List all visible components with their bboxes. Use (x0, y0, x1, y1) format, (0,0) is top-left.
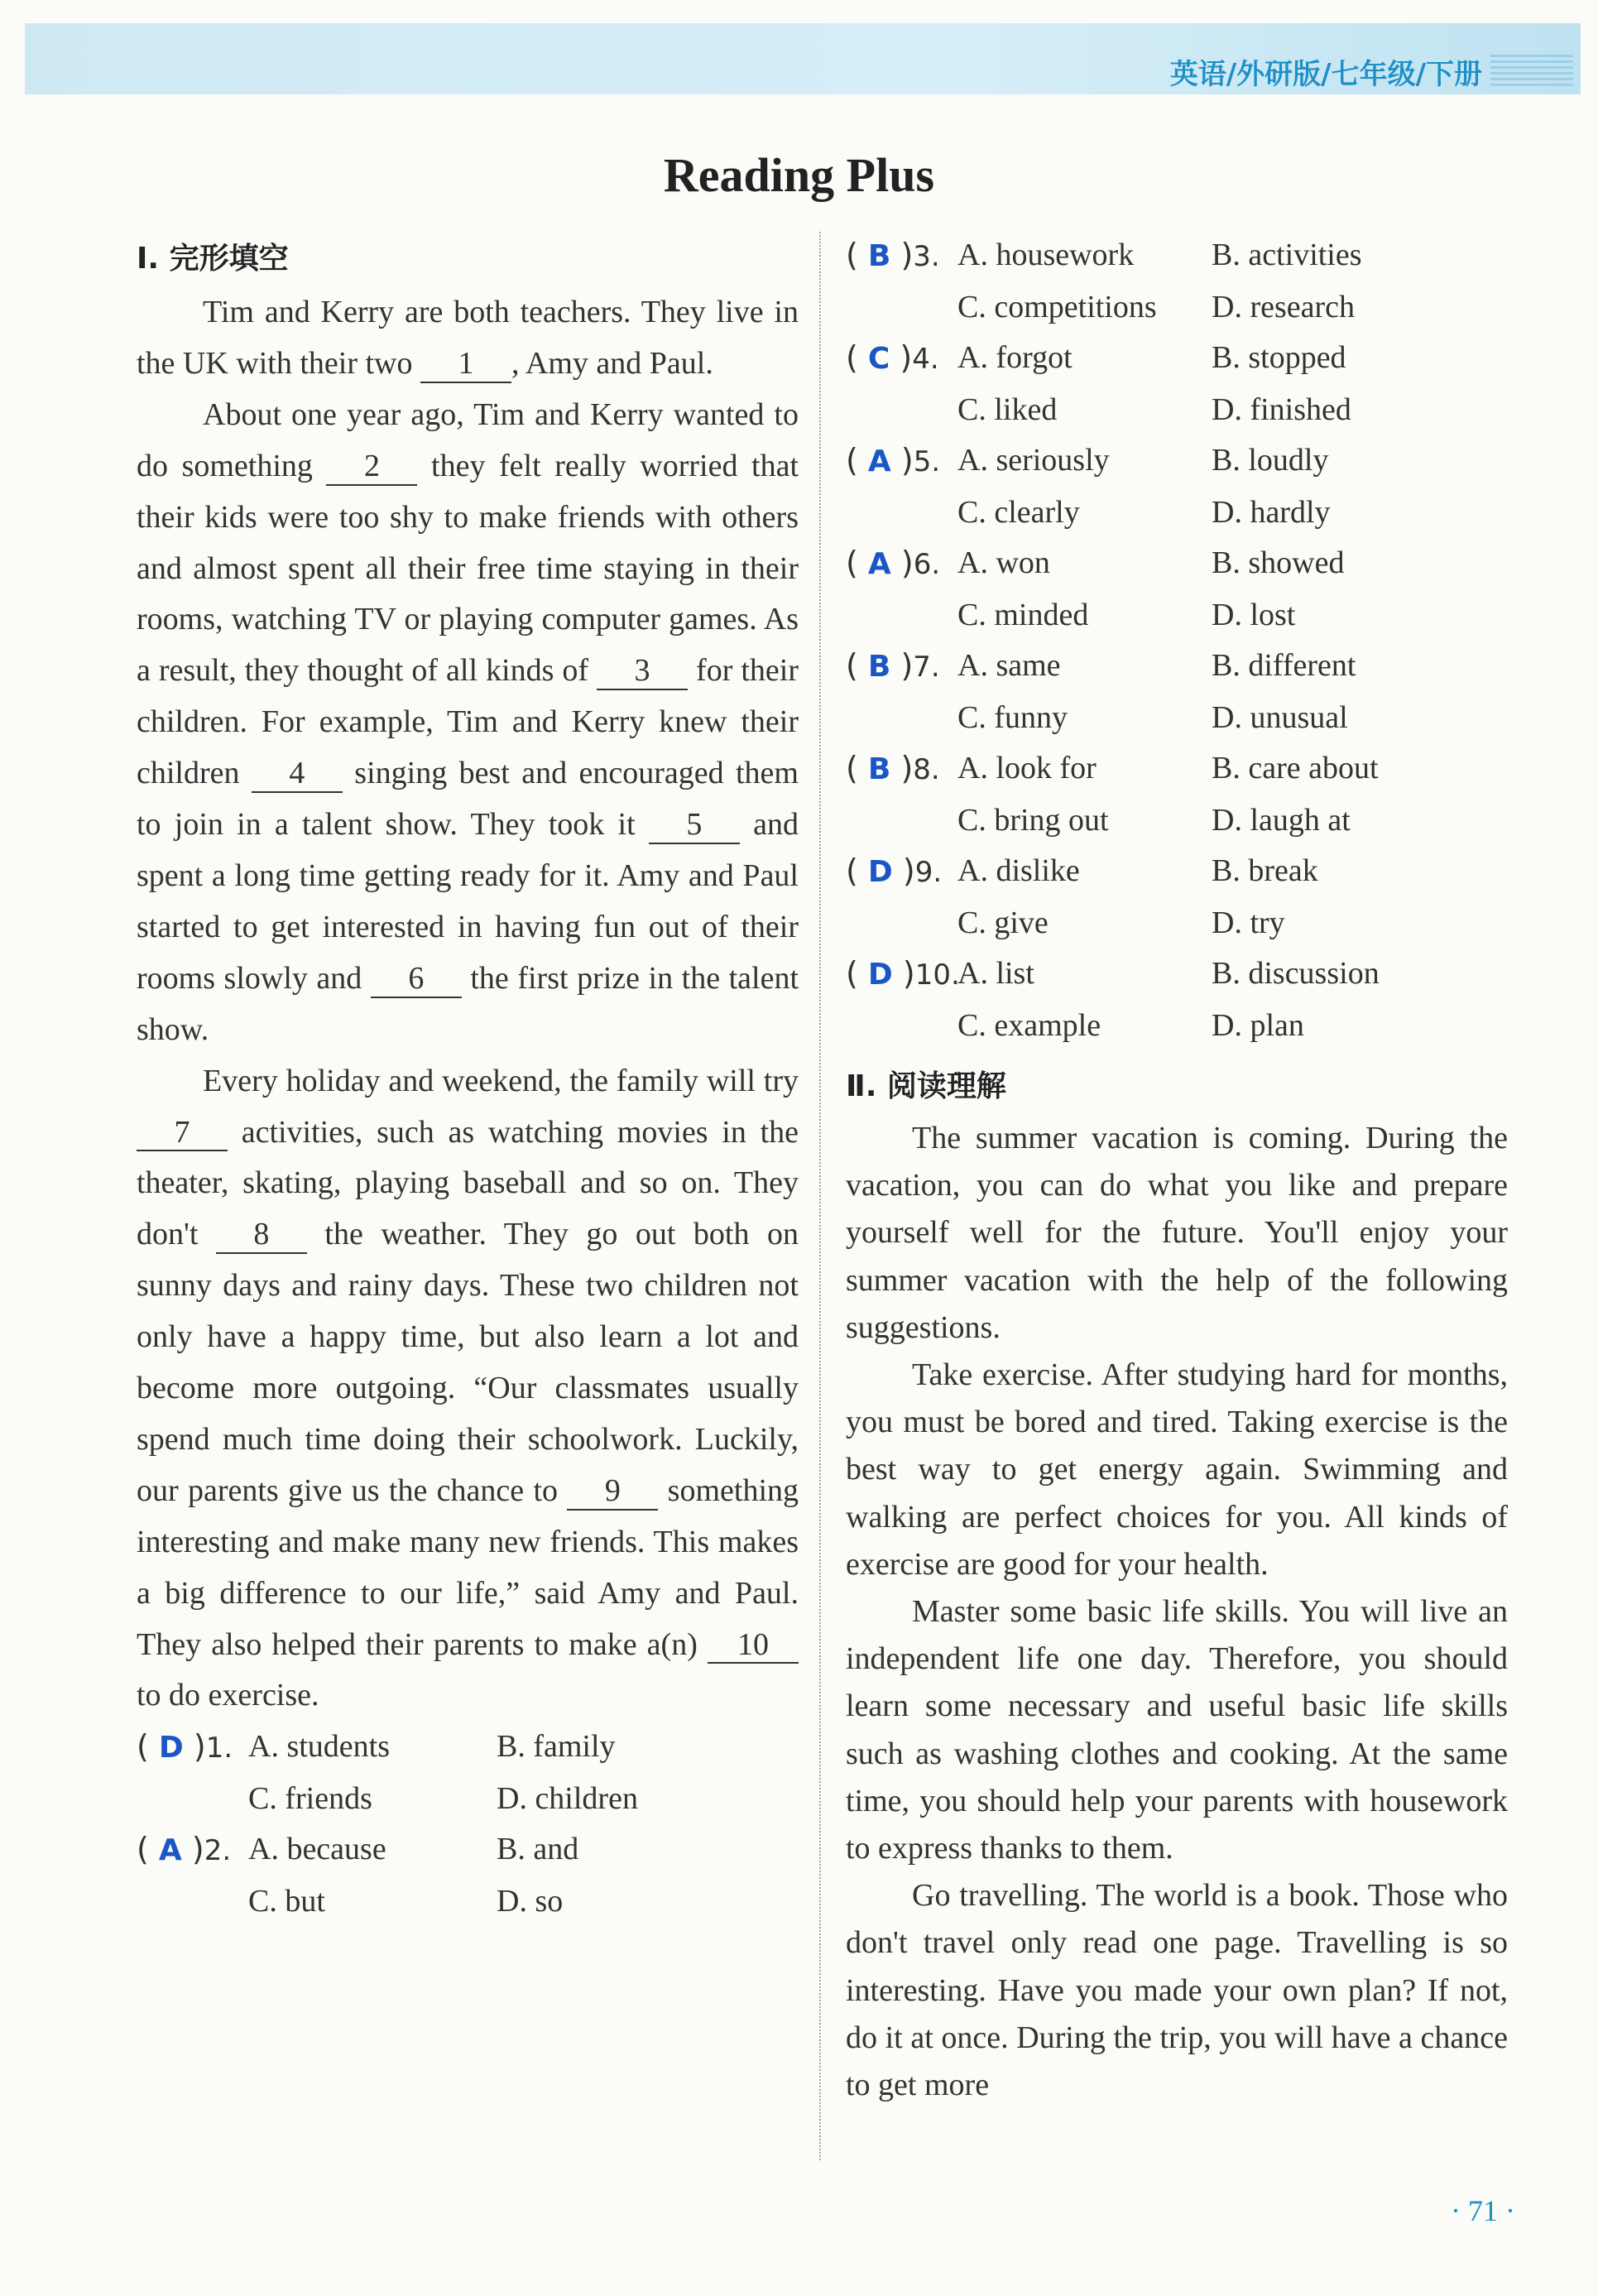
option-a: A. same (957, 648, 1061, 683)
column-divider (819, 232, 821, 2160)
option-c: C. example (957, 1008, 1101, 1043)
question-label: ( D )1. (137, 1728, 233, 1765)
book-subject-label: 英语/外研版/七年级/下册 (1169, 58, 1482, 91)
question-item (846, 538, 1508, 641)
cloze-blank: 4 (252, 757, 343, 793)
right-column (846, 230, 1508, 2109)
question-number: 3. (913, 240, 940, 273)
option-a: A. dislike (957, 853, 1080, 888)
question-list-right (846, 230, 1508, 1051)
spacer (137, 1876, 248, 1927)
question-item (846, 435, 1508, 538)
option-a: A. won (957, 545, 1050, 580)
option-c: C. funny (957, 700, 1068, 735)
option-c: C. but (248, 1884, 325, 1919)
option-a: A. look for (957, 751, 1097, 785)
option-a: A. seriously (957, 443, 1110, 478)
paragraph-text: something interesting and make many new friends. This makes a big difference to our life,” said Amy and Paul. They also helped their parents to make a(n) (137, 1472, 799, 1662)
paragraph-text: Every holiday and weekend, the family will try (203, 1063, 799, 1098)
option-c: C. clearly (957, 495, 1080, 530)
question-number: 5. (913, 445, 941, 478)
question-number: 2. (204, 1834, 232, 1868)
option-c: C. bring out (957, 803, 1109, 838)
option-c: C. competitions (957, 290, 1157, 324)
question-label: ( A )5. (846, 442, 941, 478)
option-d: D. hardly (1212, 495, 1331, 530)
cloze-blank: 8 (216, 1218, 307, 1254)
question-number: 8. (913, 753, 940, 786)
option-b: B. break (1212, 853, 1318, 888)
question-label: ( B )8. (846, 750, 940, 786)
answer-mark: B (867, 650, 891, 684)
cloze-passage (137, 287, 799, 1722)
question-number: 4. (912, 343, 939, 376)
answer-mark: C (867, 342, 890, 376)
option-a: A. list (957, 956, 1034, 991)
cloze-paragraph (137, 1056, 799, 1722)
question-item (137, 1824, 799, 1927)
paragraph-text: they felt really worried that their kids were too shy to make friends with others and almost spent all their free time staying in their rooms, watching TV or playing computer games. As a result, they thought of all kinds of (137, 448, 799, 689)
question-label: ( C )4. (846, 339, 939, 376)
answer-mark: D (867, 958, 893, 992)
question-label: ( A )2. (137, 1831, 232, 1868)
paragraph-text: activities, such as watching movies in the theater, skating, playing baseball and so on. They don't (137, 1114, 799, 1252)
answer-mark: B (867, 752, 891, 786)
cloze-blank: 10 (708, 1628, 799, 1664)
option-a: A. forgot (957, 340, 1073, 375)
spacer (846, 385, 957, 435)
option-c: C. give (957, 905, 1049, 940)
reading-paragraph: Go travelling. The world is a book. Those who don't travel only read one page. Travelling is so interesting. Have you made your own plan? If not, do it at once. During the trip, you will have a chance to get more (846, 1878, 1508, 2103)
answer-mark: A (867, 547, 891, 581)
question-number: 7. (913, 651, 940, 684)
question-item (846, 743, 1508, 846)
option-b: B. discussion (1212, 956, 1380, 991)
cloze-blank: 3 (597, 654, 688, 690)
question-label: ( B )3. (846, 237, 940, 273)
option-b: B. care about (1212, 751, 1379, 785)
cloze-blank: 5 (649, 808, 740, 844)
reading-paragraph: Master some basic life skills. You will live an independent life one day. Therefore, you should learn some necessary and useful basic life skills such as washing clothes and cooking. At the same time, you should help your parents with housework to express thanks to them. (846, 1594, 1508, 1866)
option-d: D. unusual (1212, 700, 1348, 735)
paragraph-text: Tim and Kerry are both teachers. They live in the UK with their two (137, 295, 799, 381)
section-heading-reading: Ⅱ. 阅读理解 (846, 1069, 1006, 1103)
question-label: ( B )7. (846, 647, 940, 684)
spacer (846, 590, 957, 641)
option-b: B. activities (1212, 238, 1362, 272)
question-number: 6. (913, 548, 941, 581)
cloze-blank: 9 (567, 1474, 658, 1511)
left-column (137, 230, 799, 1927)
question-label: ( A )6. (846, 545, 941, 581)
reading-paragraph: Take exercise. After studying hard for months, you must be bored and tired. Taking exercise is the best way to get energy again. Swimming and walking are perfect choices for you. All kinds of exercise are good for your health. (846, 1357, 1508, 1582)
reading-paragraph: The summer vacation is coming. During the vacation, you can do what you like and prepare yourself well for the future. You'll enjoy your summer vacation with the help of the following suggestions. (846, 1121, 1508, 1345)
cloze-blank: 6 (371, 962, 462, 998)
option-c: C. liked (957, 392, 1058, 427)
question-item (846, 846, 1508, 949)
question-item (846, 949, 1508, 1051)
paragraph-text: for their children. For example, Tim and Kerry knew their children (137, 653, 799, 791)
cloze-blank: 7 (137, 1116, 228, 1152)
reading-passage (846, 1115, 1508, 2109)
paragraph-text: the weather. They go out both on sunny days and rainy days. These two children not only have a happy time, but also learn a lot and become more outgoing. “Our classmates usually spend much time doing their schoolwork. Luckily, our parents give us the chance to (137, 1217, 799, 1508)
paragraph-text: singing best and encouraged them to join in a talent show. They took it (137, 756, 799, 843)
cloze-blank: 2 (326, 449, 417, 486)
answer-mark: B (867, 239, 891, 273)
question-label: ( D )9. (846, 853, 943, 889)
option-b: B. stopped (1212, 340, 1346, 375)
option-a: A. because (248, 1832, 386, 1867)
option-d: D. research (1212, 290, 1356, 324)
option-d: D. children (497, 1781, 638, 1817)
question-item (846, 641, 1508, 743)
spacer (846, 693, 957, 743)
question-number: 1. (205, 1732, 233, 1765)
paragraph-text: the first prize in the talent show. (137, 960, 799, 1047)
answer-mark: D (867, 855, 893, 889)
page-title: Reading Plus (663, 148, 935, 202)
spacer (846, 282, 957, 333)
paragraph-text: , Amy and Paul. (511, 345, 713, 381)
option-b: B. and (497, 1832, 579, 1867)
option-c: C. minded (957, 598, 1089, 632)
question-number: 10. (914, 958, 960, 992)
spacer (846, 795, 957, 846)
spacer (137, 1774, 248, 1824)
option-b: B. showed (1212, 545, 1345, 580)
option-b: B. loudly (1212, 443, 1329, 478)
option-d: D. so (497, 1884, 564, 1919)
question-item (846, 230, 1508, 333)
option-a: A. housework (957, 238, 1135, 272)
header-decoration (1490, 55, 1573, 88)
page-number: · 71 · (1451, 2194, 1515, 2227)
question-item (137, 1722, 799, 1824)
option-d: D. try (1212, 905, 1285, 940)
spacer (846, 898, 957, 949)
question-label: ( D )10. (846, 955, 960, 992)
option-b: B. family (497, 1729, 616, 1765)
answer-mark: A (867, 444, 891, 478)
question-item (846, 333, 1508, 435)
option-d: D. lost (1212, 598, 1296, 632)
answer-mark: A (158, 1833, 182, 1868)
paragraph-text: About one year ago, Tim and Kerry wanted to do something (137, 396, 799, 483)
spacer (846, 488, 957, 538)
option-a: A. students (248, 1729, 390, 1765)
question-list-left (137, 1722, 799, 1927)
paragraph-text: and spent a long time getting ready for it. Amy and Paul started to get interested in having fun out of their rooms slowly and (137, 807, 799, 996)
option-c: C. friends (248, 1781, 372, 1817)
option-d: D. plan (1212, 1008, 1304, 1043)
cloze-paragraph (137, 390, 799, 1056)
question-number: 9. (914, 856, 943, 889)
cloze-paragraph (137, 287, 799, 390)
cloze-blank: 1 (420, 347, 511, 383)
spacer (846, 1001, 957, 1051)
paragraph-text: to do exercise. (137, 1678, 319, 1713)
option-b: B. different (1212, 648, 1356, 683)
option-d: D. finished (1212, 392, 1351, 427)
option-d: D. laugh at (1212, 803, 1351, 838)
answer-mark: D (158, 1731, 184, 1765)
section-heading-cloze: Ⅰ. 完形填空 (137, 242, 289, 276)
